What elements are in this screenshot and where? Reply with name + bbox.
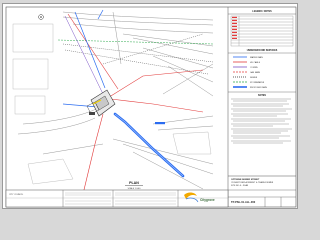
title-block xyxy=(228,176,296,207)
transformer-site xyxy=(87,90,115,116)
plan-label: PLAN xyxy=(129,181,139,185)
drawing-number: TP-PNL-01-ALL-000 xyxy=(231,201,256,204)
legend-item-4 xyxy=(233,77,258,79)
proposed-main-tag xyxy=(155,122,165,124)
legend-item-2 xyxy=(233,67,258,69)
site-plan-drawing xyxy=(3,4,299,210)
legend-item-6 xyxy=(233,86,267,89)
north-arrow-icon xyxy=(39,15,44,20)
legend-title: LEGEND / NOTES xyxy=(252,11,272,13)
legend-item-5 xyxy=(233,81,265,84)
legend-item-label: HV CABLE xyxy=(250,62,261,64)
comms-line xyxy=(65,16,103,94)
bottom-title-strip xyxy=(6,190,228,207)
legend-item-1 xyxy=(233,61,261,64)
drawing-sheet xyxy=(2,3,298,209)
legend-item-0 xyxy=(233,56,263,59)
legend-item-label: COMMS xyxy=(250,67,258,69)
legend-item-label: GAS MAIN xyxy=(250,72,261,74)
legend-item-label: STORMWATER xyxy=(250,82,265,84)
legend-item-3 xyxy=(233,71,261,74)
road-outlines xyxy=(18,12,213,189)
project-line2: CULVERT REPLACEMENT & TRANSFORMER xyxy=(231,182,274,184)
legend-panel xyxy=(228,11,296,143)
legend-item-label: WATER MAIN xyxy=(250,57,263,59)
logo-text: Citygrove xyxy=(200,198,215,202)
client-name: CITY COUNCIL xyxy=(9,194,24,196)
scale-text: SCALE 1:500 xyxy=(127,188,141,190)
project-line1: OPTIMISE SEWER STREET xyxy=(231,179,260,181)
project-line3: SITE NO 4 - PLAN xyxy=(231,185,249,187)
legend-item-label: PROPOSED MAIN xyxy=(250,87,267,89)
legend-item-label: SEWER xyxy=(250,77,258,79)
stormwater-line xyxy=(58,40,213,44)
legend2-title: UNDERGROUND SERVICES xyxy=(246,50,278,52)
notes-text-lines xyxy=(231,99,292,143)
notes-title: NOTES xyxy=(258,95,266,97)
